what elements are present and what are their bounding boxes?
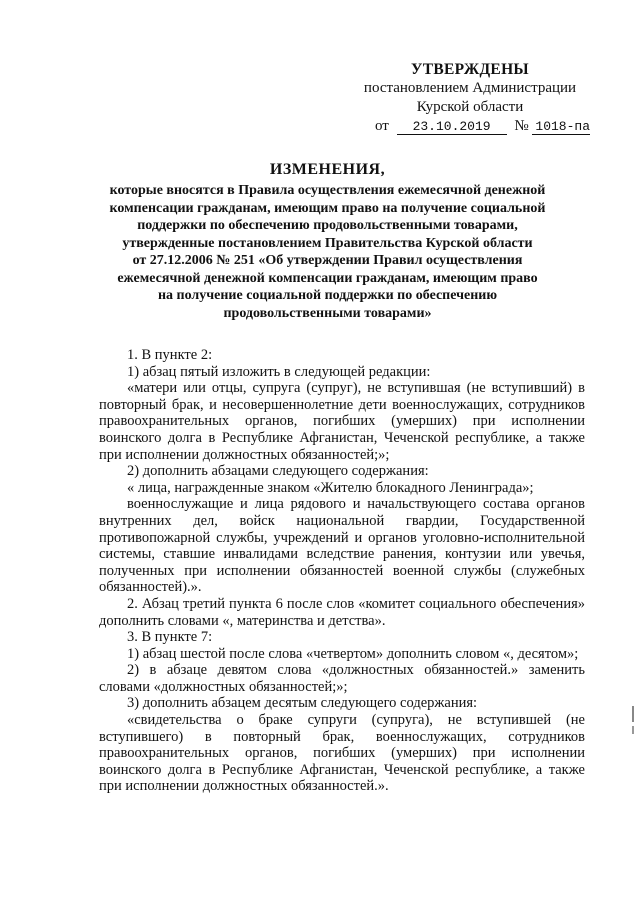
title-line: от 27.12.2006 № 251 «Об утверждении Правил осуществления <box>132 253 523 268</box>
title-line: ежемесячной денежной компенсации гражданам, имеющим право <box>117 270 538 286</box>
paragraph: 3. В пункте 7: <box>127 629 213 646</box>
title-main: ИЗМЕНЕНИЯ, <box>269 161 386 178</box>
paragraph: «матери или отцы, супруга (супруг), не вступившая (не вступивший) в повторный брак, и несовершеннолетние дети военнослужащих, сотрудников правоохранительных органов, погибших (умерших) при исполнении воинского долга в Республике Афганистан, Чеченской республике, а также при исполнении должностных обязанностей;»; <box>99 380 585 463</box>
scan-edge-mark <box>632 706 634 722</box>
paragraph: 1) абзац шестой после слова «четвертом» дополнить словом «, десятом»; <box>127 645 579 662</box>
number-prefix: № <box>514 118 529 134</box>
title-line: продовольственными товарами» <box>223 305 432 321</box>
document-title <box>75 160 580 322</box>
title-line: компенсации гражданам, имеющим право на получение социальной <box>109 200 546 216</box>
title-line: утвержденные постановлением Правительства Курской области <box>122 235 533 251</box>
approval-stamp <box>350 60 590 136</box>
approval-line-1: постановлением Администрации <box>363 80 577 96</box>
approval-date-row <box>350 117 590 136</box>
paragraph: « лица, награжденные знаком «Жителю блокадного Ленинграда»; <box>127 479 534 496</box>
paragraph: 3) дополнить абзацем десятым следующего содержания: <box>127 695 478 712</box>
scan-edge-mark <box>632 726 634 734</box>
paragraph: 2. Абзац третий пункта 6 после слов «комитет социального обеспечения» дополнить словами «, материнства и детства». <box>99 595 585 629</box>
document-body <box>99 347 585 795</box>
approval-heading: УТВЕРЖДЕНЫ <box>411 61 529 78</box>
approval-number: 1018-па <box>532 119 590 135</box>
paragraph: 1) абзац пятый изложить в следующей редакции: <box>127 363 431 380</box>
approval-line-2: Курской области <box>416 99 524 115</box>
paragraph: 2) в абзаце девятом слова «должностных обязанностей.» заменить словами «должностных обязанностей;»; <box>99 662 585 695</box>
title-line: поддержки по обеспечению продовольственными товарами, <box>137 218 518 233</box>
paragraph: 1. В пункте 2: <box>127 347 213 363</box>
paragraph: военнослужащие и лица рядового и начальствующего состава органов внутренних дел, войск национальной гвардии, Государственной противопожарной службы, учреждений и органов уголовно-исполнительной системы, ставшие инвалидами вследствие ранения, контузии или увечья, полученных при исполнении обязанностей военной службы (служебных обязанностей).». <box>99 496 585 596</box>
paragraph: 2) дополнить абзацами следующего содержания: <box>127 463 429 480</box>
approval-date: 23.10.2019 <box>397 119 507 135</box>
paragraph: «свидетельства о браке супруги (супруга), не вступившей (не вступившего) в повторный брак, военнослужащих, сотрудников правоохранительных органов, погибших (умерших) при исполнении воинского долга в Республике Афганистан, Чеченской республике, а также при исполнении должностных обязанностей.». <box>99 712 585 795</box>
title-line: которые вносятся в Правила осуществления ежемесячной денежной <box>109 183 546 198</box>
date-prefix: от <box>374 118 389 134</box>
title-line: на получение социальной поддержки по обеспечению <box>157 288 498 303</box>
